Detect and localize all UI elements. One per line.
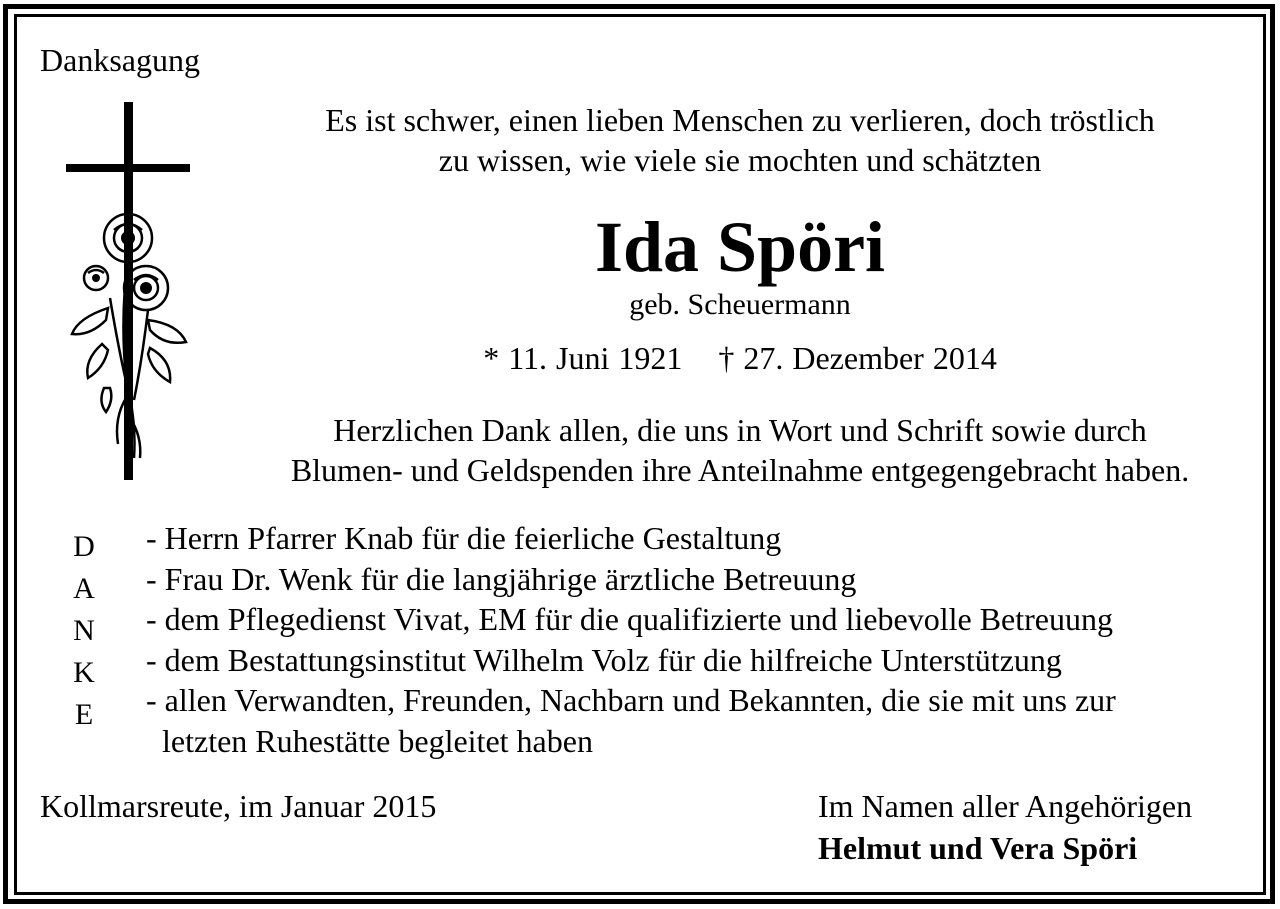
on-behalf-line: Im Namen aller Angehörigen [818,788,1193,824]
intro-line-2: zu wissen, wie viele sie mochten und schätzten [438,142,1042,178]
list-item: - Frau Dr. Wenk für die langjährige ärztliche Betreuung [146,560,857,597]
thanks-list [146,518,1116,761]
birth-date: * 11. Juni 1921 [483,340,683,376]
maiden-name: geb. Scheuermann [629,288,851,321]
list-item: - dem Bestattungsinstitut Wilhelm Volz für die hilfreiche Unterstützung [146,641,1062,678]
death-date: † 27. Dezember 2014 [718,340,997,376]
vertical-letter: E [74,698,94,731]
thanks-line-2: Blumen- und Geldspenden ihre Anteilnahme entgegengebracht haben. [290,452,1190,488]
place-date: Kollmarsreute, im Januar 2015 [40,788,437,824]
thanks-line-1: Herzlichen Dank allen, die uns in Wort und Schrift sowie durch [333,412,1147,448]
signers: Helmut und Vera Spöri [818,830,1138,866]
list-item: - Herrn Pfarrer Knab für die feierliche Gestaltung [146,520,782,556]
list-item: - dem Pflegedienst Vivat, EM für die qualifizierte und liebevolle Betreuung [146,601,1113,637]
life-dates [230,340,1250,377]
list-item: - allen Verwandten, Freunden, Nachbarn und Bekannten, die sie mit uns zur [146,682,1116,718]
vertical-letter: K [73,656,95,689]
vertical-danke [62,526,106,736]
cross-with-roses-icon [38,98,218,484]
vertical-letter: A [73,572,95,605]
vertical-letter: N [73,614,95,647]
vertical-letter: D [73,530,95,563]
intro-line-1: Es ist schwer, einen lieben Menschen zu verlieren, doch tröstlich [325,102,1155,138]
deceased-name: Ida Spöri [594,207,886,287]
list-item-continuation: letzten Ruhestätte begleitet haben [162,722,593,759]
heading: Danksagung [40,42,200,78]
